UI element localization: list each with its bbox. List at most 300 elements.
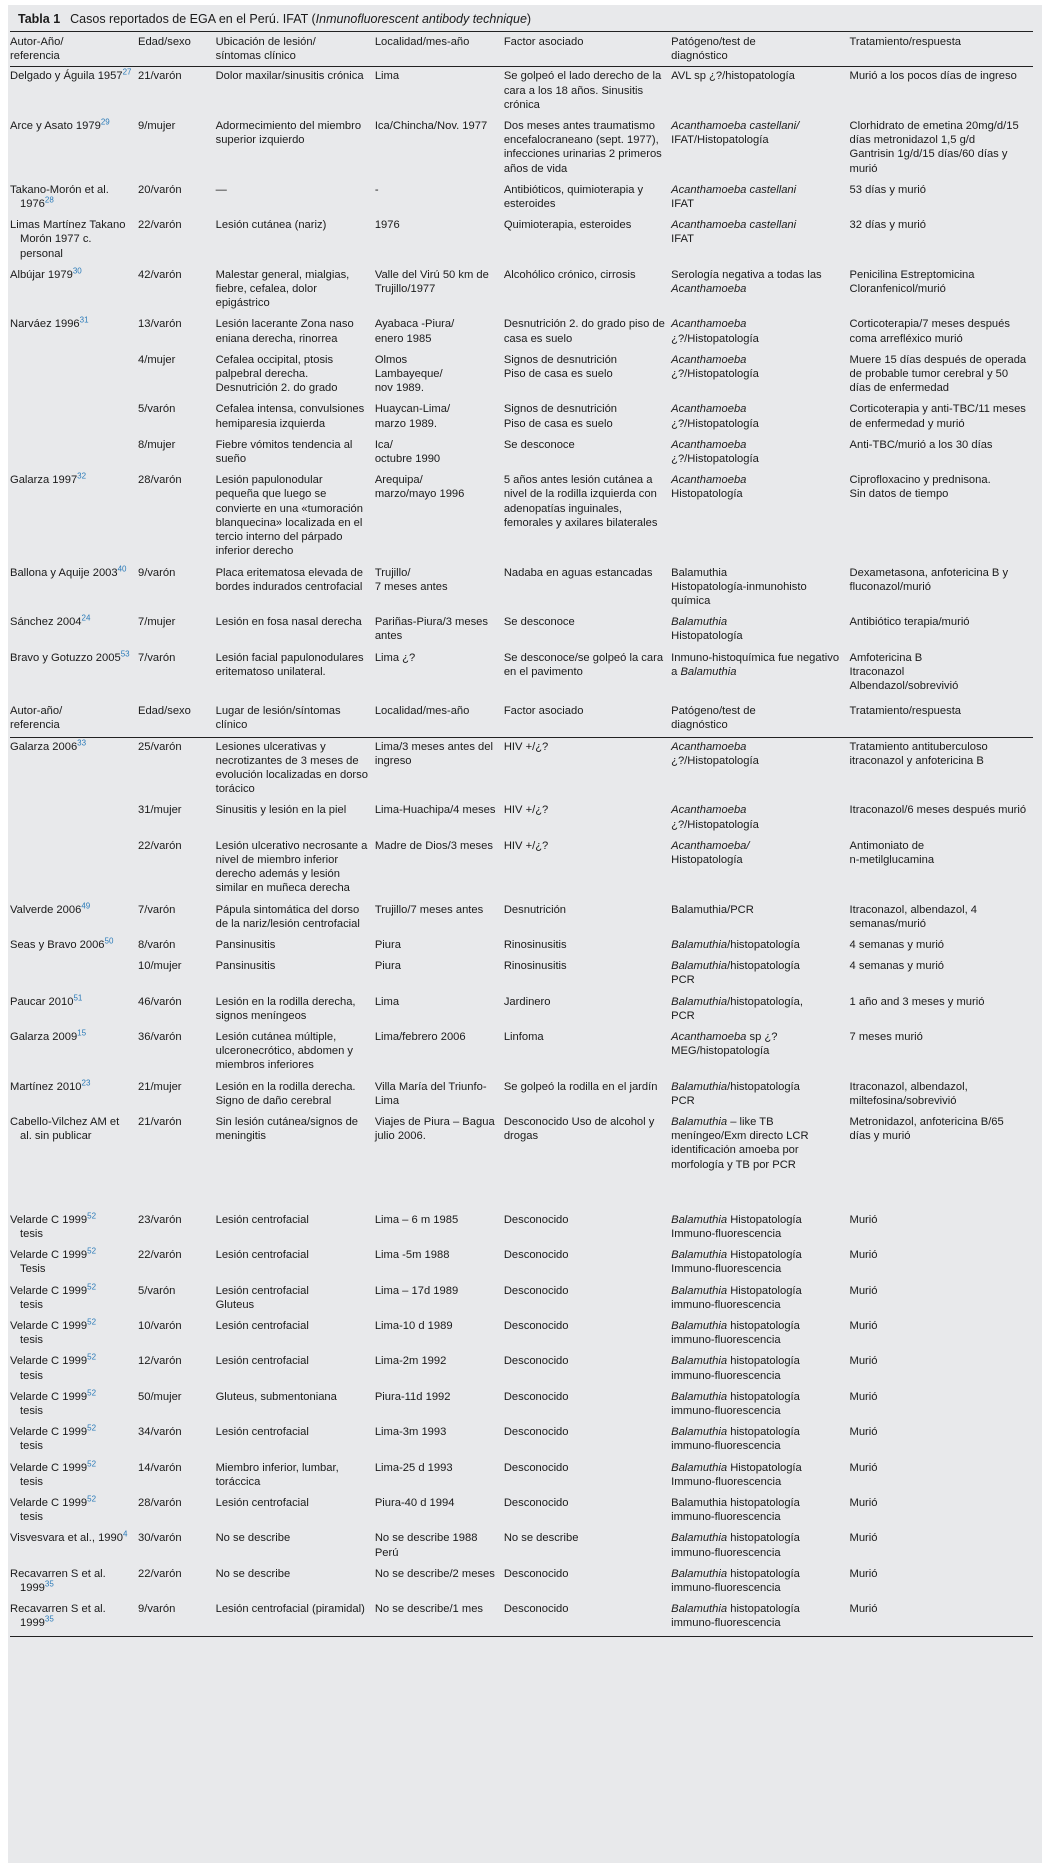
cell-age-sex: 21/mujer — [138, 1080, 182, 1093]
cell-treatment: Corticoterapia y anti-TBC/11 meses de enfermedad y murió — [849, 403, 1026, 430]
cell-pathogen — [671, 1028, 849, 1078]
author-text: Martínez 2010 — [10, 1080, 82, 1093]
cell-author — [10, 1529, 138, 1564]
table-row — [10, 1529, 1033, 1564]
pathogen-text: Histopatología Immuno-fluorescencia — [671, 1213, 802, 1241]
cell-factor: Se desconoce/se golpeó la cara en el pavimento — [503, 651, 664, 678]
pathogen-species: Balamuthia — [671, 616, 728, 629]
author-text: Delgado y Águila 1957 — [10, 70, 123, 83]
pathogen-text: sp ¿? MEG/histopatología — [671, 1030, 778, 1058]
cell-treatment: 4 semanas y murió — [849, 938, 945, 951]
cell-location: Ica/ octubre 1990 — [374, 438, 441, 466]
table-row — [10, 1211, 1033, 1246]
reference-link[interactable]: 52 — [87, 1281, 97, 1291]
cell-location: Villa María del Triunfo- Lima — [374, 1080, 487, 1107]
cell-pathogen — [671, 1600, 849, 1636]
cell-lesion: Dolor maxilar/sinusitis crónica — [215, 70, 364, 83]
pathogen-species: Acanthamoeba — [671, 283, 747, 296]
pathogen-species: Balamuthia — [680, 665, 737, 678]
cell-treatment: Penicilina Estreptomicina Cloranfenicol/murió — [849, 268, 975, 296]
cell-factor: Desconocido — [503, 1497, 569, 1510]
cell-location: Lima – 6 m 1985 — [374, 1213, 459, 1226]
cell-lesion: — — [215, 183, 227, 196]
pathogen-species: Balamuthia — [671, 1567, 728, 1580]
cell-age-sex: 36/varón — [138, 1030, 182, 1043]
cell-lesion: Pápula sintomática del dorso de la nariz/lesión centrofacial — [215, 903, 360, 930]
cell-lesion: Lesión centrofacial — [215, 1426, 309, 1439]
cell-lesion: Sinusitis y lesión en la piel — [215, 804, 347, 817]
cell-lesion: Lesión centrofacial (piramidal) — [215, 1603, 365, 1616]
table-row — [10, 901, 1033, 936]
cell-treatment: Itraconazol, albendazol, miltefosina/sobrevivió — [849, 1080, 968, 1107]
cell-treatment: Tratamiento antituberculoso itraconazol y anfotericina B — [849, 740, 988, 767]
pathogen-text: ¿?/Histopatología — [671, 818, 759, 831]
col-header-treatment: Tratamiento/respuesta — [849, 36, 962, 48]
pathogen-text: Histopatología — [671, 630, 743, 643]
pathogen-species: Balamuthia — [671, 1426, 728, 1439]
cell-treatment: Antibiótico terapia/murió — [849, 616, 970, 629]
reference-link[interactable]: 4 — [122, 1529, 128, 1539]
pathogen-text: histopatología immuno-fluorescencia — [671, 1355, 800, 1382]
reference-link[interactable]: 52 — [87, 1423, 97, 1433]
cell-author — [10, 837, 138, 901]
cell-author — [10, 993, 138, 1028]
table-row — [10, 400, 1033, 435]
cell-lesion: Sin lesión cutánea/signos de meningitis — [215, 1116, 359, 1143]
cell-factor: Quimioterapia, esteroides — [503, 219, 632, 232]
cell-treatment: Murió — [849, 1284, 878, 1297]
cell-pathogen — [671, 400, 849, 435]
reference-link[interactable]: 52 — [87, 1317, 97, 1327]
author-note: tesis — [20, 1511, 44, 1524]
cell-factor: Dos meses antes traumatismo encefalocraneano (sept. 1977), infecciones urinarias 2 primeros años de vida — [503, 120, 662, 175]
cell-factor: Jardinero — [503, 995, 551, 1008]
pathogen-species: Balamuthia — [671, 1249, 728, 1262]
col-header-factor: Factor asociado — [503, 36, 584, 48]
cell-factor: Se golpeó la rodilla en el jardín — [503, 1080, 658, 1093]
pathogen-species: Acanthamoeba — [671, 438, 747, 451]
col-header-lesion: Ubicación de lesión/ síntomas clínico — [215, 36, 316, 63]
cell-factor: Signos de desnutrición Piso de casa es suelo — [503, 403, 618, 430]
cell-age-sex: 10/varón — [138, 1320, 182, 1333]
cell-age-sex: 9/varón — [138, 566, 176, 579]
table-row — [10, 993, 1033, 1028]
table-label: Tabla 1 — [18, 12, 61, 26]
cell-lesion: Pansinusitis — [215, 960, 276, 973]
cell-treatment: Murió — [849, 1249, 878, 1262]
pathogen-species: Acanthamoeba — [671, 403, 747, 416]
pathogen-species: Acanthamoeba — [671, 1030, 747, 1043]
cell-pathogen — [671, 1282, 849, 1317]
reference-link[interactable]: 40 — [117, 563, 127, 573]
reference-link[interactable]: 52 — [87, 1494, 97, 1504]
table-row — [10, 1388, 1033, 1423]
table-row — [10, 1459, 1033, 1494]
cell-author — [10, 1352, 138, 1387]
reference-link[interactable]: 15 — [77, 1028, 87, 1038]
cell-location: 1976 — [374, 219, 400, 232]
cell-pathogen — [671, 67, 849, 117]
reference-link[interactable]: 35 — [44, 1579, 54, 1589]
pathogen-text: /histopatología, PCR — [671, 995, 803, 1022]
author-text: Visvesvara et al., 1990 — [10, 1532, 123, 1545]
cell-factor: Se desconoce — [503, 438, 575, 451]
cell-location: Lima -5m 1988 — [374, 1249, 450, 1262]
table-row — [10, 181, 1033, 216]
cell-treatment: 7 meses murió — [849, 1030, 923, 1043]
cell-factor: Desconocido — [503, 1213, 569, 1226]
cell-pathogen — [671, 1317, 849, 1352]
cell-factor: No se describe — [503, 1532, 579, 1545]
cell-treatment: Murió — [849, 1426, 878, 1439]
pathogen-text: Histopatología Immuno-fluorescencia — [671, 1249, 802, 1276]
cell-author — [10, 1423, 138, 1458]
reference-link[interactable]: 35 — [44, 1614, 54, 1624]
table-row — [10, 1317, 1033, 1352]
cell-author — [10, 1600, 138, 1636]
cell-factor: Desconocido — [503, 1390, 569, 1403]
cell-age-sex: 5/varón — [138, 403, 176, 416]
reference-link[interactable]: 29 — [100, 117, 110, 127]
cell-factor: Se desconoce — [503, 616, 575, 629]
cell-pathogen — [671, 436, 849, 471]
author-text: Albújar 1979 — [10, 268, 73, 281]
pathogen-text: IFAT — [671, 198, 694, 211]
cell-age-sex: 30/varón — [138, 1532, 182, 1545]
cell-factor: Rinosinusitis — [503, 960, 567, 973]
cell-treatment: Corticoterapia/7 meses después coma arrefléxico murió — [849, 318, 1010, 345]
reference-link[interactable]: 50 — [104, 936, 114, 946]
cell-factor: Desnutrición — [503, 903, 567, 916]
cell-lesion: Lesión centrofacial — [215, 1249, 309, 1262]
author-text: Velarde C 1999 — [10, 1497, 88, 1510]
cell-author — [10, 436, 138, 471]
cell-factor: Nadaba en aguas estancadas — [503, 566, 653, 579]
author-text: Velarde C 1999 — [10, 1284, 88, 1297]
cell-location: Lima-25 d 1993 — [374, 1461, 453, 1474]
table-row — [10, 315, 1033, 350]
col-header-treatment: Tratamiento/respuesta — [850, 698, 1033, 737]
author-text: Velarde C 1999 — [10, 1426, 88, 1439]
cell-author — [10, 613, 138, 648]
table-row — [10, 1352, 1033, 1387]
table-row — [10, 117, 1033, 181]
cell-pathogen — [671, 1565, 849, 1600]
table-row — [10, 1113, 1033, 1177]
cell-location: Viajes de Piura – Bagua julio 2006. — [374, 1116, 495, 1143]
reference-link[interactable]: 53 — [120, 648, 130, 658]
pathogen-text: Histopatología Immuno-fluorescencia — [671, 1461, 802, 1488]
cell-lesion: Lesión centrofacial Gluteus — [215, 1284, 309, 1311]
cell-lesion: Lesión centrofacial — [215, 1355, 309, 1368]
cell-lesion: Lesión en la rodilla derecha. Signo de daño cerebral — [215, 1080, 356, 1107]
cell-age-sex: 7/mujer — [138, 616, 176, 629]
cell-pathogen — [671, 993, 849, 1028]
cell-age-sex: 50/mujer — [138, 1390, 182, 1403]
cell-author — [10, 1028, 138, 1078]
reference-link[interactable]: 31 — [79, 315, 89, 325]
cell-location: Lima — [374, 995, 400, 1008]
pathogen-species: Acanthamoeba — [671, 318, 747, 331]
cell-location: No se describe/2 meses — [374, 1567, 495, 1580]
cell-author — [10, 315, 138, 350]
reference-link[interactable]: 27 — [122, 67, 132, 77]
pathogen-text: ¿?/Histopatología — [671, 754, 759, 767]
cell-age-sex: 28/varón — [138, 474, 182, 487]
cell-author — [10, 1565, 138, 1600]
reference-link[interactable]: 51 — [73, 992, 83, 1002]
table-row — [10, 936, 1033, 957]
cell-treatment: 4 semanas y murió — [849, 960, 945, 973]
cell-treatment: Amfotericina B Itraconazol Albendazol/sobrevivió — [849, 651, 959, 692]
pathogen-species: Acanthamoeba — [671, 804, 747, 817]
pathogen-text: – like TB meníngeo/Exm directo LCR identificación amoeba por morfología y TB por PCR — [671, 1116, 809, 1171]
cell-lesion: Lesión en la rodilla derecha, signos meníngeos — [215, 995, 356, 1022]
cell-pathogen — [671, 315, 849, 350]
table-row — [10, 801, 1033, 836]
pathogen-species: Balamuthia — [671, 938, 728, 951]
cell-treatment: Murió — [849, 1532, 878, 1545]
reference-link[interactable]: 49 — [81, 900, 91, 910]
cell-lesion: Malestar general, mialgias, fiebre, cefalea, dolor epigástrico — [215, 268, 350, 310]
cell-age-sex: 21/varón — [138, 70, 182, 83]
cell-factor: HIV +/¿? — [503, 804, 549, 817]
reference-link[interactable]: 52 — [87, 1458, 97, 1468]
cell-age-sex: 20/varón — [138, 183, 182, 196]
cell-pathogen — [671, 1078, 849, 1113]
cell-treatment: Muere 15 días después de operada de probable tumor cerebral y 50 días de enfermedad — [849, 353, 1027, 395]
author-text: Ballona y Aquije 2003 — [10, 566, 118, 579]
author-text: Velarde C 1999 — [10, 1249, 88, 1262]
author-text: Bravo y Gotuzzo 2005 — [10, 651, 121, 664]
cell-age-sex: 4/mujer — [138, 353, 176, 366]
pathogen-text: Histopatología immuno-fluorescencia — [671, 1284, 802, 1311]
cell-location: Lima-10 d 1989 — [374, 1320, 453, 1333]
reference-link[interactable]: 52 — [87, 1246, 97, 1256]
author-note: tesis — [20, 1228, 44, 1241]
cell-author — [10, 1494, 138, 1529]
cell-location: Arequipa/ marzo/mayo 1996 — [374, 474, 465, 501]
cell-treatment: Antimoniato de n-metilglucamina — [849, 839, 935, 866]
cell-treatment: Itraconazol, albendazol, 4 semanas/murió — [849, 903, 978, 930]
cell-factor: Desconocido — [503, 1355, 569, 1368]
pathogen-text: ¿?/Histopatología — [671, 332, 759, 345]
reference-link[interactable]: 52 — [87, 1352, 97, 1362]
pathogen-species: Acanthamoeba — [671, 474, 747, 487]
cell-location: Lima — [374, 70, 400, 83]
cell-location: Madre de Dios/3 meses — [374, 839, 493, 852]
table-row — [10, 613, 1033, 648]
cell-location: Piura-40 d 1994 — [374, 1497, 455, 1510]
reference-link[interactable]: 52 — [87, 1388, 97, 1398]
table-row — [10, 649, 1033, 699]
cell-author — [10, 901, 138, 936]
author-text: Recavarren S et al. 1999 — [10, 1567, 106, 1595]
cell-treatment: 32 días y murió — [849, 219, 926, 232]
cell-age-sex: 10/mujer — [138, 960, 182, 973]
cell-factor: Desconocido — [503, 1461, 569, 1474]
pathogen-species: Balamuthia — [671, 1461, 728, 1474]
cell-age-sex: 21/varón — [138, 1116, 182, 1128]
cell-author — [10, 1113, 138, 1177]
cell-lesion: Lesión centrofacial — [215, 1320, 309, 1333]
cell-age-sex: 28/varón — [138, 1497, 182, 1510]
caption-text: Casos reportados de EGA en el Perú. IFAT ( — [70, 12, 316, 26]
cell-location: Lima-2m 1992 — [374, 1355, 447, 1368]
table-row — [10, 1282, 1033, 1317]
cell-age-sex: 34/varón — [138, 1426, 182, 1439]
cell-factor: Rinosinusitis — [503, 938, 567, 951]
cell-age-sex: 22/varón — [138, 219, 182, 232]
author-note: tesis — [20, 1440, 44, 1453]
cell-location: Piura — [374, 938, 401, 951]
cell-lesion: Lesión ulcerativo necrosante a nivel de miembro inferior derecho además y lesión similar en muñeca derecha — [215, 839, 368, 895]
cell-treatment: Anti-TBC/murió a los 30 días — [849, 438, 993, 451]
author-text: Recavarren S et al. 1999 — [10, 1603, 106, 1630]
cell-lesion: Lesión papulonodular pequeña que luego se convierte en una «tumoración blanquecina» localizada en el tercio interno del párpado inferior derecho — [215, 474, 363, 558]
cell-author — [10, 1078, 138, 1113]
pathogen-text: ¿?/Histopatología — [671, 417, 759, 430]
cell-pathogen — [671, 1388, 849, 1423]
cell-treatment: Murió — [849, 1213, 878, 1226]
table-row — [10, 1078, 1033, 1113]
pathogen-text: AVL sp ¿?/histopatología — [671, 70, 795, 83]
cell-lesion: Lesión lacerante Zona naso eniana derecha, rinorrea — [215, 318, 354, 345]
cell-treatment: Murió — [849, 1355, 878, 1368]
pathogen-text: Serología negativa a todas las — [671, 268, 822, 281]
cell-author — [10, 1459, 138, 1494]
author-text: Galarza 1997 — [10, 474, 78, 487]
reference-link[interactable]: 32 — [77, 471, 87, 481]
cell-age-sex: 9/mujer — [138, 120, 176, 133]
pathogen-species: Acanthamoeba — [671, 740, 747, 753]
cell-factor: Desconocido Uso de alcohol y drogas — [503, 1116, 655, 1143]
pathogen-text: Histopatología — [671, 853, 743, 866]
cell-lesion: Placa eritematosa elevada de bordes indurados centrofacial — [215, 566, 363, 593]
caption-close: ) — [526, 12, 532, 26]
table-caption — [18, 12, 531, 26]
cell-author — [10, 67, 138, 117]
cell-factor: Desconocido — [503, 1320, 569, 1333]
author-text: Velarde C 1999 — [10, 1213, 88, 1226]
pathogen-species: Acanthamoeba/ — [671, 839, 750, 852]
spacer-cell — [10, 1177, 1033, 1211]
pathogen-species: Acanthamoeba castellani — [671, 183, 797, 196]
author-text: Galarza 2006 — [10, 740, 78, 753]
cell-location: Olmos Lambayeque/ nov 1989. — [374, 353, 443, 395]
cell-author — [10, 1246, 138, 1281]
header-row — [10, 32, 1033, 67]
table-row — [10, 1246, 1033, 1281]
reference-link[interactable]: 23 — [81, 1077, 91, 1087]
table-row — [10, 1028, 1033, 1078]
reference-link[interactable]: 52 — [87, 1211, 97, 1221]
cell-treatment: Murió — [849, 1390, 878, 1403]
cell-pathogen — [671, 837, 849, 901]
cell-author — [10, 266, 138, 316]
cell-pathogen — [671, 936, 849, 957]
cell-lesion: Lesión centrofacial — [215, 1497, 309, 1510]
cell-location: Piura-11d 1992 — [374, 1390, 451, 1403]
author-note: tesis — [20, 1334, 44, 1347]
pathogen-text: IFAT — [671, 233, 694, 246]
cell-pathogen — [671, 1246, 849, 1281]
author-text: Seas y Bravo 2006 — [10, 938, 105, 951]
cell-age-sex: 31/mujer — [138, 804, 182, 817]
repeated-header-row — [10, 698, 1033, 737]
cell-author — [10, 801, 138, 836]
cell-location: Lima – 17d 1989 — [374, 1284, 459, 1297]
pathogen-text: /histopatología PCR — [671, 960, 800, 987]
cell-pathogen — [671, 801, 849, 836]
table-row — [10, 737, 1033, 801]
cell-factor: HIV +/¿? — [503, 839, 549, 852]
author-note: tesis — [20, 1298, 44, 1311]
caption-italic: Inmunofluorescent antibody technique — [315, 12, 527, 26]
cell-author — [10, 1211, 138, 1246]
cell-age-sex: 22/varón — [138, 839, 182, 852]
cell-factor: Signos de desnutrición Piso de casa es suelo — [503, 353, 618, 381]
cell-treatment: Murió — [849, 1461, 878, 1474]
cell-pathogen — [671, 181, 849, 216]
cell-location: Pariñas-Piura/3 meses antes — [374, 616, 488, 643]
reference-link[interactable]: 30 — [72, 266, 82, 276]
author-text: Valverde 2006 — [10, 903, 82, 916]
author-text: Velarde C 1999 — [10, 1461, 88, 1474]
reference-link[interactable]: 28 — [44, 195, 54, 205]
pathogen-text: Inmuno-histoquímica fue negativo a — [671, 651, 840, 678]
cell-age-sex: 13/varón — [138, 318, 182, 331]
col-header-lesion: Lugar de lesión/síntomas clínico — [216, 698, 375, 737]
cell-lesion: No se describe — [215, 1532, 291, 1545]
cell-lesion: Lesión en fosa nasal derecha — [215, 616, 362, 629]
cell-treatment: Ciprofloxacino y prednisona. Sin datos de tiempo — [849, 474, 991, 501]
cell-pathogen — [671, 216, 849, 266]
cell-factor: Se golpeó el lado derecho de la cara a los 18 años. Sinusitis crónica — [503, 70, 662, 111]
cell-age-sex: 42/varón — [138, 268, 182, 281]
pathogen-species: Balamuthia — [671, 960, 728, 973]
cell-author — [10, 351, 138, 401]
cell-treatment: Murió — [849, 1320, 878, 1333]
cell-factor: 5 años antes lesión cutánea a nivel de la rodilla izquierda con adenopatías inguinales, femorales y axilares bilaterales — [503, 474, 658, 529]
author-text: Velarde C 1999 — [10, 1320, 88, 1333]
cell-pathogen — [671, 117, 849, 181]
cell-location: Huaycan-Lima/ marzo 1989. — [374, 403, 451, 430]
cell-lesion: Lesión cutánea (nariz) — [215, 219, 327, 232]
row-spacer — [10, 1177, 1033, 1211]
cell-factor: Desconocido — [503, 1249, 569, 1262]
table-row — [10, 837, 1033, 901]
author-note: Tesis — [20, 1263, 46, 1276]
pathogen-text: histopatología immuno-fluorescencia — [671, 1426, 800, 1453]
cell-pathogen — [671, 901, 849, 936]
author-text: Cabello-Vilchez AM et al. sin publicar — [10, 1116, 120, 1143]
col-header-location: Localidad/mes-año — [375, 698, 504, 737]
cell-pathogen — [671, 1494, 849, 1529]
pathogen-species: Balamuthia — [671, 1213, 728, 1226]
cell-pathogen — [671, 351, 849, 401]
table-row — [10, 564, 1033, 614]
reference-link[interactable]: 24 — [81, 613, 91, 623]
cell-author — [10, 181, 138, 216]
pathogen-species: Balamuthia — [671, 1532, 728, 1545]
reference-link[interactable]: 33 — [77, 737, 87, 747]
pathogen-text: IFAT/Histopatología — [671, 134, 769, 147]
pathogen-species: Balamuthia — [671, 1355, 728, 1368]
pathogen-species: Acanthamoeba castellani/ — [671, 120, 800, 133]
pathogen-text: /histopatología PCR — [671, 1080, 800, 1107]
cases-table — [10, 31, 1033, 1637]
